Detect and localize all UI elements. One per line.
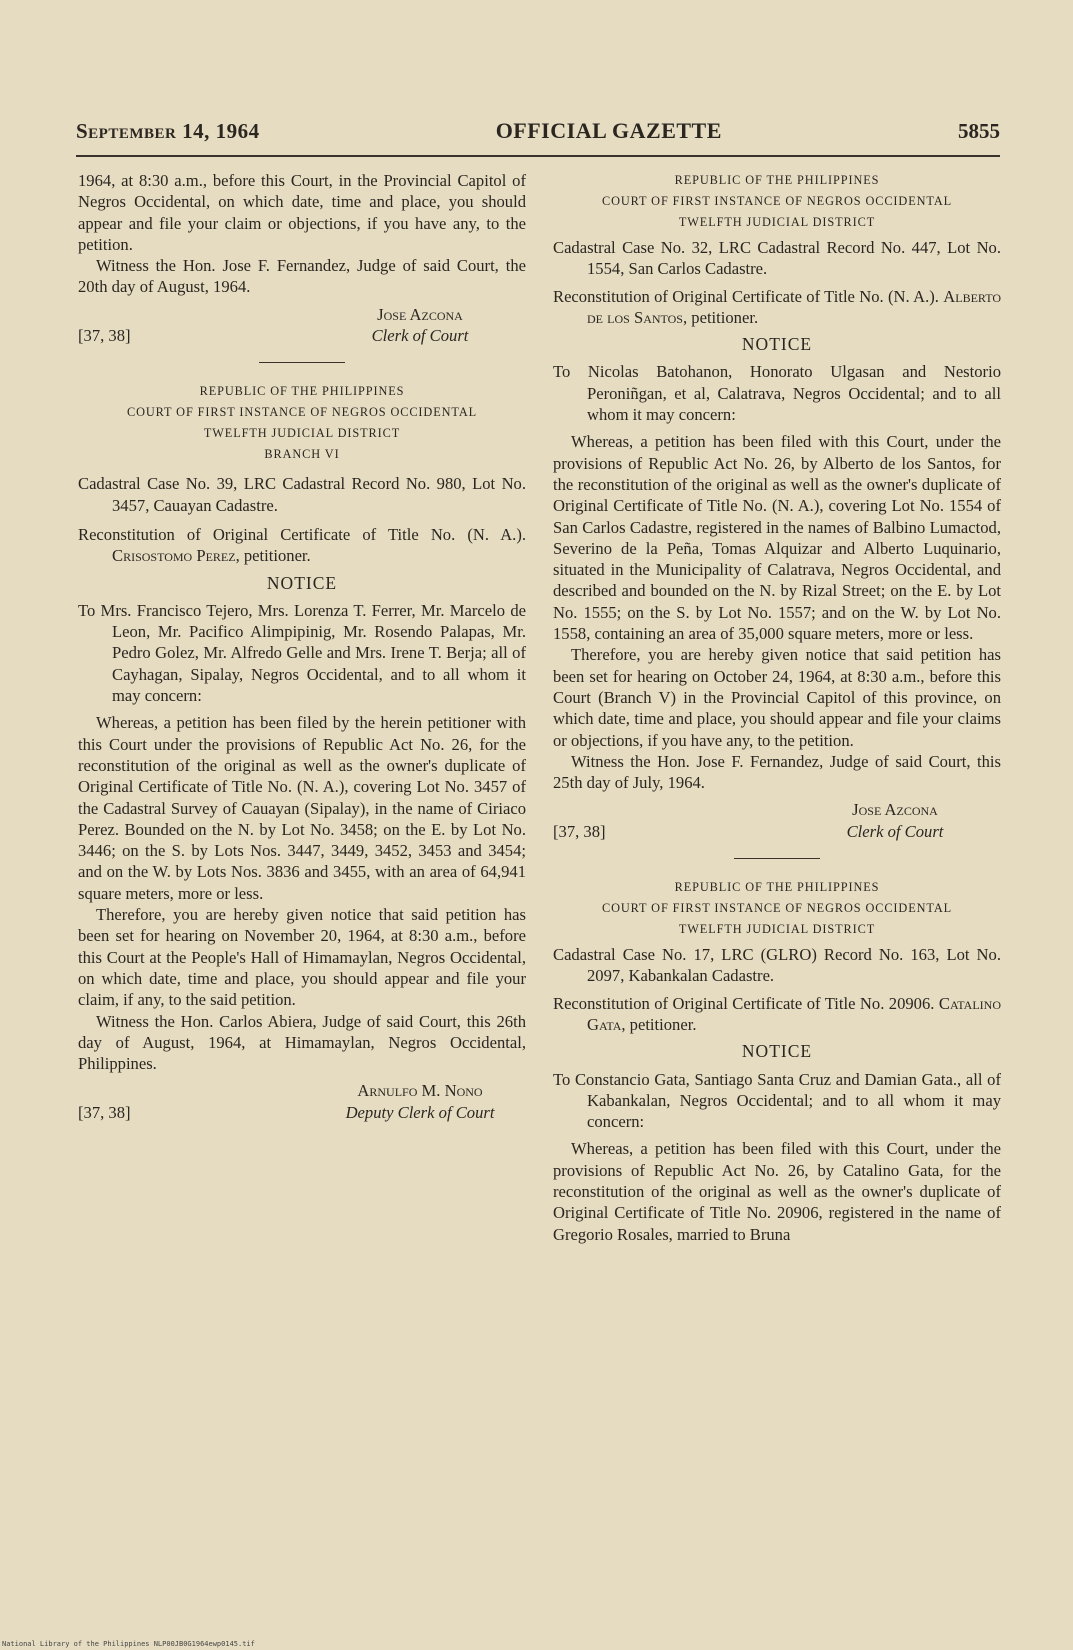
section-divider (734, 858, 820, 859)
page-header (76, 118, 1000, 148)
signatory (320, 304, 520, 347)
witness-paragraph: Witness the Hon. Carlos Abiera, Judge of said Court, this 26th day of August, 1964, at Himamaylan, Negros Occidental, Philippines. (78, 1011, 526, 1074)
court-line: TWELFTH JUDICIAL DISTRICT (203, 426, 401, 441)
court-line: COURT OF FIRST INSTANCE OF NEGROS OCCIDENTAL (126, 405, 478, 420)
therefore-paragraph: Therefore, you are hereby given notice that said petition has been set for hearing on October 24, 1964, at 8:30 a.m., before this Court (Branch V) in the Provincial Capitol of this province, on which date, time and place, you should appear and file your claims or objections, if you have any, to the petition. (553, 645, 1001, 750)
reconstitution-caption (553, 993, 1001, 1036)
court-line: REPUBLIC OF THE PHILIPPINES (674, 880, 880, 895)
header-title: OFFICIAL GAZETTE (495, 118, 722, 143)
notice-heading: NOTICE (741, 1041, 813, 1062)
right-column (553, 170, 1001, 1245)
petitioner-suffix: , petitioner. (682, 307, 759, 327)
court-line: COURT OF FIRST INSTANCE OF NEGROS OCCIDENTAL (601, 901, 953, 916)
reconstitution-prefix: Reconstitution of Original Certificate of Title No. (N. A.). (553, 286, 939, 306)
signatory-role: Clerk of Court (846, 821, 944, 841)
notice-cauayan (78, 381, 526, 1123)
reconstitution-caption (78, 524, 526, 567)
addressees: To Nicolas Batohanon, Honorato Ulgasan and Nestorio Peroniñgan, et al, Calatrava, Negros Occidental; and to all whom it may concern: (553, 362, 1001, 425)
scan-footer: National Library of the Philippines NLP00JB0G1964ewp0145.tif (2, 1640, 255, 1648)
signatory (320, 1080, 520, 1123)
section-divider (259, 362, 345, 363)
notice-heading: NOTICE (741, 334, 813, 355)
signature-block (553, 799, 1001, 842)
issue-reference: [37, 38] (553, 821, 606, 841)
witness-paragraph: Witness the Hon. Jose F. Fernandez, Judge of said Court, the 20th day of August, 1964. (78, 256, 526, 297)
signatory (795, 799, 995, 842)
court-line: COURT OF FIRST INSTANCE OF NEGROS OCCIDENTAL (601, 194, 953, 208)
signature-block (78, 1080, 526, 1123)
reconstitution-prefix: Reconstitution of Original Certificate of Title No. 20906. (553, 993, 935, 1013)
addressees: To Constancio Gata, Santiago Santa Cruz and Damian Gata., all of Kabankalan, Negros Occidental; and to all whom it may concern: (553, 1069, 1001, 1132)
notice-san-carlos (553, 170, 1001, 842)
signatory-role: Clerk of Court (371, 326, 469, 346)
court-line: BRANCH VI (264, 447, 340, 462)
court-line: REPUBLIC OF THE PHILIPPINES (199, 384, 405, 399)
petitioner-suffix: , petitioner. (235, 546, 311, 566)
continued-paragraph: 1964, at 8:30 a.m., before this Court, in the Provincial Capitol of Negros Occidental, on which date, time and place, you should appear and file your claim or objections, if you have any, to the petition. (78, 171, 526, 254)
petitioner-name: Catalino Gata (587, 993, 1001, 1034)
header-rule (76, 155, 1000, 157)
signature-block (78, 304, 526, 347)
signatory-name: Jose Azcona (377, 304, 463, 324)
signatory-name: Jose Azcona (852, 800, 938, 820)
issue-reference: [37, 38] (78, 1102, 131, 1122)
reconstitution-prefix: Reconstitution of Original Certificate of Title No. (N. A.). (78, 524, 526, 544)
left-column (78, 170, 526, 1123)
petitioner-name: Crisostomo Perez (112, 546, 236, 566)
signatory-name: Arnulfo M. Nono (357, 1081, 483, 1101)
court-line: TWELFTH JUDICIAL DISTRICT (678, 215, 876, 229)
header-date: September 14, 1964 (76, 119, 260, 143)
page-number: 5855 (957, 119, 1000, 143)
therefore-paragraph: Therefore, you are hereby given notice that said petition has been set for hearing on November 20, 1964, at 8:30 a.m., before this Court at the People's Hall of Himamaylan, Negros Occidental, on which date, time and place, you should appear and file your claim, if any, to the said petition. (78, 905, 526, 1010)
signatory-role: Deputy Clerk of Court (345, 1102, 495, 1122)
case-caption: Cadastral Case No. 32, LRC Cadastral Record No. 447, Lot No. 1554, San Carlos Cadastre. (553, 238, 1001, 279)
notice-heading: NOTICE (266, 572, 338, 593)
addressees: To Mrs. Francisco Tejero, Mrs. Lorenza T. Ferrer, Mr. Marcelo de Leon, Mr. Pacifico Alimpipinig, Mr. Rosendo Palapas, Mr. Pedro Golez, Mr. Alfredo Gelle and Mrs. Irene T. Berja; all of Cayhagan, Sipalay, Negros Occidental, and to all whom it may concern: (78, 600, 526, 706)
witness-paragraph: Witness the Hon. Jose F. Fernandez, Judge of said Court, this 25th day of July, 1964. (553, 751, 1001, 793)
whereas-paragraph: Whereas, a petition has been filed by the herein petitioner with this Court under the provisions of Republic Act No. 26, for the reconstitution of the original as well as the owner's duplicate of Original Certificate of Title No. (N. A.), covering Lot No. 3457 of the Cadastral Survey of Cauayan (Sipalay), in the name of Ciriaco Perez. Bounded on the N. by Lot No. 3458; on the E. by Lot No. 3446; on the S. by Lots Nos. 3447, 3449, 3452, 3453 and 3454; and on the W. by Lots Nos. 3836 and 3455, with an area of 64,941 square meters, more or less. (78, 713, 526, 903)
petitioner-suffix: , petitioner. (621, 1014, 697, 1034)
petitioner-name: Alberto de los Santos (587, 286, 1001, 327)
court-line: TWELFTH JUDICIAL DISTRICT (678, 922, 876, 937)
whereas-paragraph: Whereas, a petition has been filed with this Court, under the provisions of Republic Act No. 26, by Catalino Gata, for the reconstitution of the original as well as the owner's duplicate of Original Certificate of Title No. 20906, registered in the name of Gregorio Rosales, married to Bruna (553, 1139, 1001, 1244)
reconstitution-caption (553, 286, 1001, 329)
whereas-paragraph: Whereas, a petition has been filed with this Court, under the provisions of Republic Act No. 26, by Alberto de los Santos, for the reconstitution of the original as well as the owner's duplicate of Original Certificate of Title No. (N. A.), covering Lot No. 1554 of San Carlos Cadastre, registered in the names of Balbino Lumactod, Severino de la Peña, Tomas Alquizar and Alberto Luquinario, situated in the Municipality of Calatrava, Negros Occidental, and described and bounded on the N. by Rizal Street; on the E. by Lot No. 1555; on the S. by Lot No. 1557; and on the W. by Lot No. 1558, containing an area of 35,000 square meters, more or less. (553, 432, 1001, 644)
issue-reference: [37, 38] (78, 326, 131, 346)
case-caption: Cadastral Case No. 17, LRC (GLRO) Record No. 163, Lot No. 2097, Kabankalan Cadastre. (553, 945, 1001, 986)
notice-kabankalan (553, 877, 1001, 1245)
court-line: REPUBLIC OF THE PHILIPPINES (674, 173, 880, 187)
case-caption: Cadastral Case No. 39, LRC Cadastral Record No. 980, Lot No. 3457, Cauayan Cadastre. (78, 474, 526, 515)
